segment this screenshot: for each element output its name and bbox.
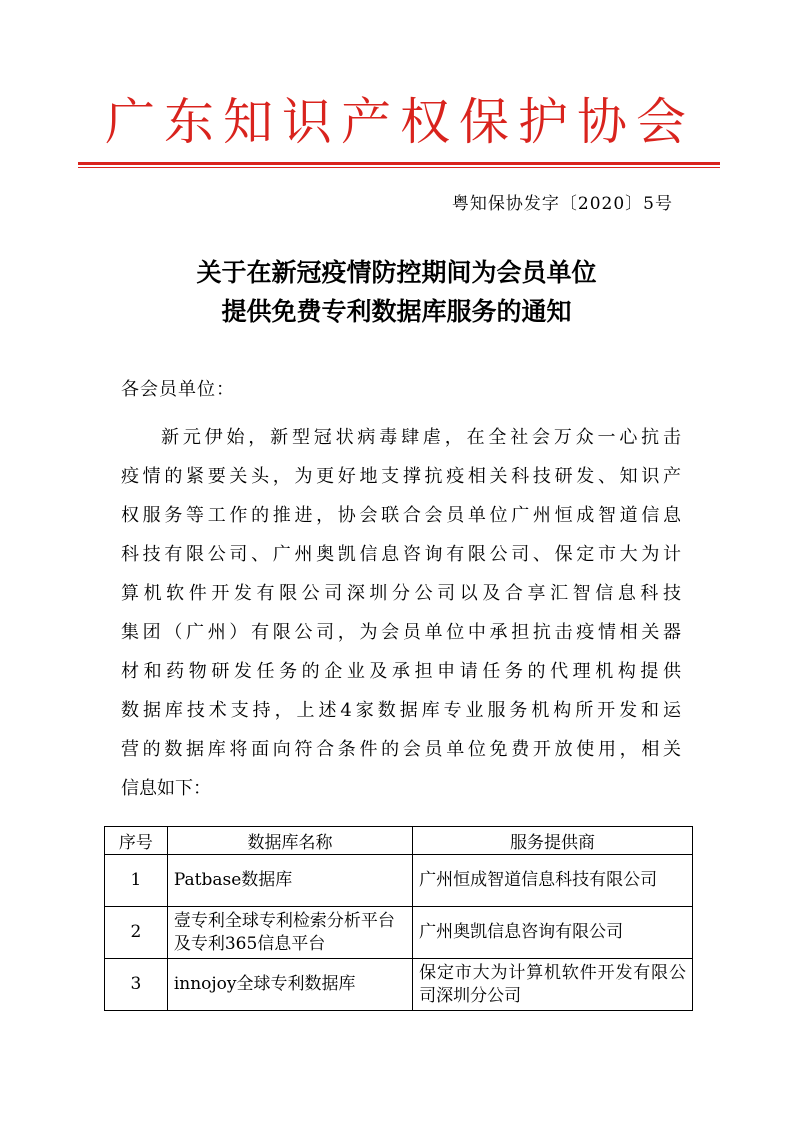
body-line: 材和药物研发任务的企业及承担申请任务的代理机构提供 xyxy=(121,661,681,682)
masthead-org-name: 广东知识产权保护协会 xyxy=(105,93,695,151)
table-header-row xyxy=(105,827,693,855)
body-line: 科技有限公司、广州奥凯信息咨询有限公司、保定市大为计 xyxy=(121,544,681,565)
row-database-name: Patbase数据库 xyxy=(167,855,412,907)
row-index: 1 xyxy=(105,855,168,907)
body-line: 信息如下： xyxy=(121,778,211,799)
row-database-name: innojoy全球专利数据库 xyxy=(167,959,412,1011)
row-index: 2 xyxy=(105,907,168,959)
document-title-line-1: 关于在新冠疫情防控期间为会员单位 xyxy=(196,258,597,287)
masthead-rule-thin xyxy=(78,167,720,168)
header-database-name: 数据库名称 xyxy=(167,827,412,855)
header-provider: 服务提供商 xyxy=(413,827,693,855)
row-database-name: 壹专利全球专利检索分析平台及专利365信息平台 xyxy=(167,907,412,959)
database-table xyxy=(104,826,693,1011)
document-number: 粤知保协发字〔2020〕5号 xyxy=(451,194,673,214)
table-row xyxy=(105,855,693,907)
body-line: 疫情的紧要关头，为更好地支撑抗疫相关科技研发、知识产 xyxy=(121,466,681,487)
body-paragraph xyxy=(121,418,681,808)
document-title-line-2: 提供免费专利数据库服务的通知 xyxy=(221,297,572,326)
body-line: 数据库技术支持，上述4家数据库专业服务机构所开发和运 xyxy=(121,700,681,721)
row-provider: 广州恒成智道信息科技有限公司 xyxy=(413,855,693,907)
body-line: 集团（广州）有限公司，为会员单位中承担抗击疫情相关器 xyxy=(121,622,681,643)
body-line: 算机软件开发有限公司深圳分公司以及合享汇智信息科技 xyxy=(121,583,681,604)
row-index: 3 xyxy=(105,959,168,1011)
header-index: 序号 xyxy=(105,827,168,855)
masthead-rule-thick xyxy=(78,162,720,165)
body-line: 营的数据库将面向符合条件的会员单位免费开放使用，相关 xyxy=(121,739,681,760)
body-line: 权服务等工作的推进，协会联合会员单位广州恒成智道信息 xyxy=(121,505,681,526)
salutation: 各会员单位： xyxy=(121,379,235,400)
body-line: 新元伊始，新型冠状病毒肆虐，在全社会万众一心抗击 xyxy=(161,427,681,448)
table-row xyxy=(105,959,693,1011)
row-provider: 保定市大为计算机软件开发有限公司深圳分公司 xyxy=(413,959,693,1011)
table-row xyxy=(105,907,693,959)
row-provider: 广州奥凯信息咨询有限公司 xyxy=(413,907,693,959)
